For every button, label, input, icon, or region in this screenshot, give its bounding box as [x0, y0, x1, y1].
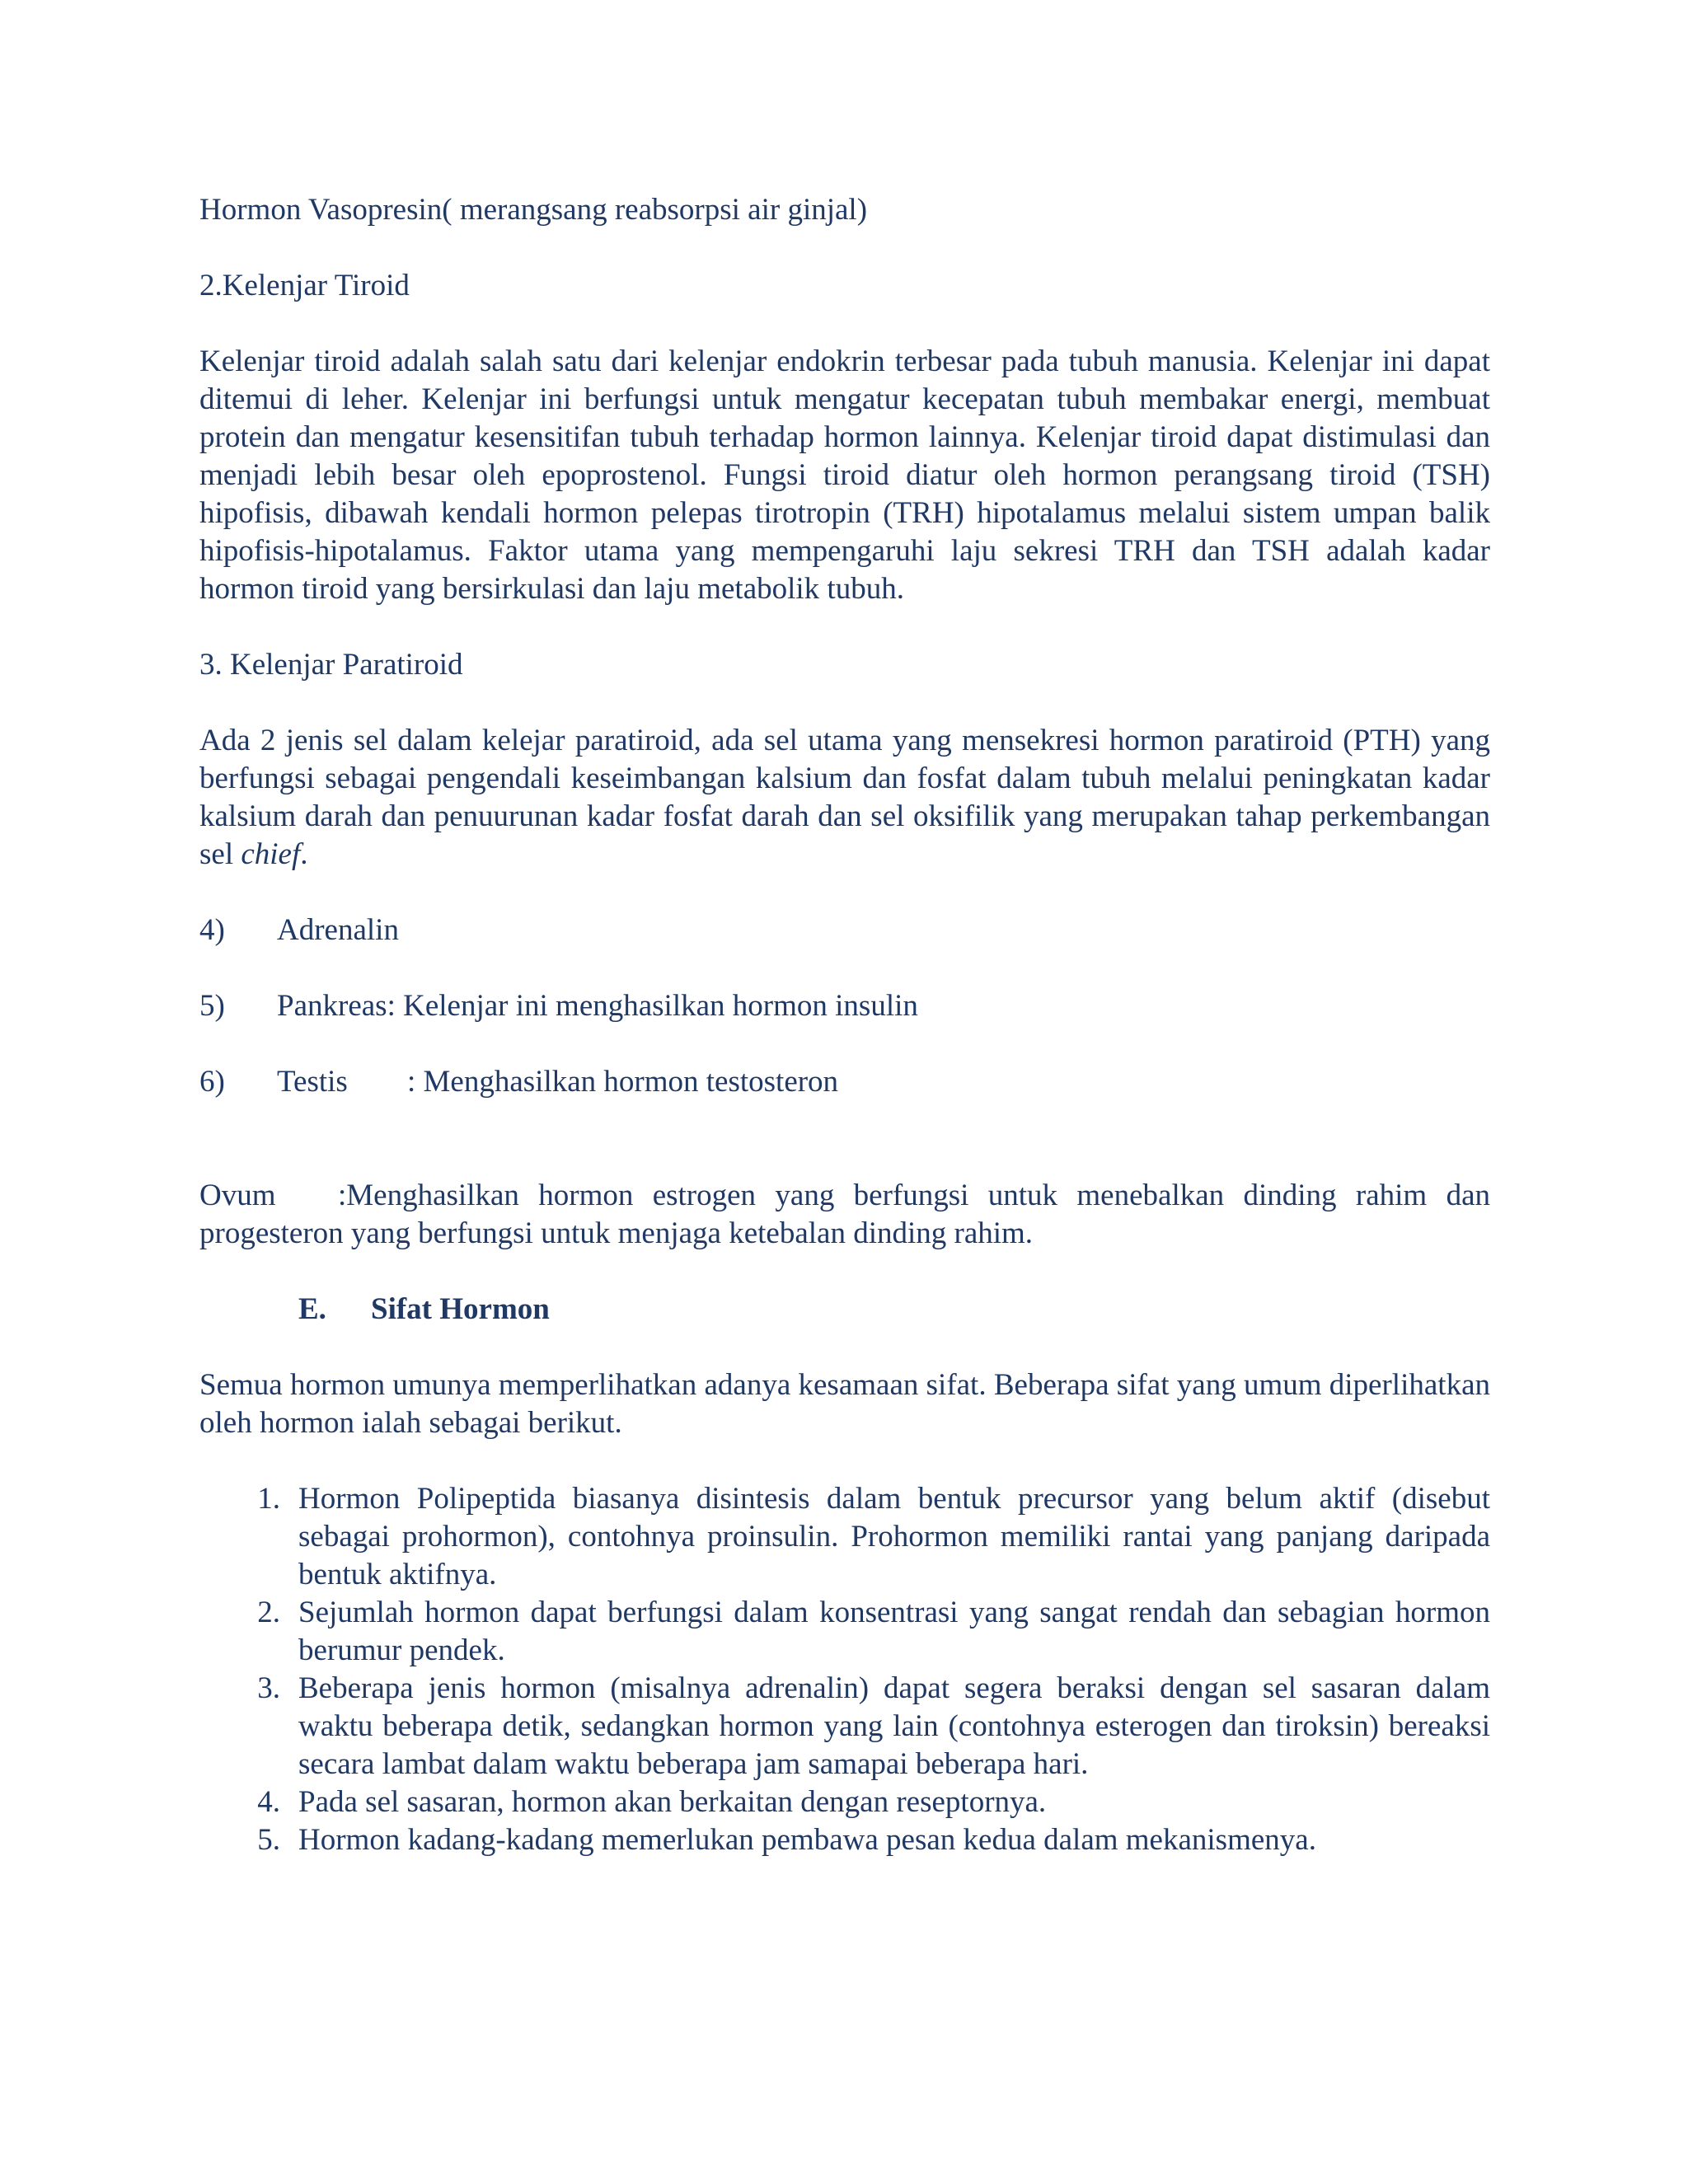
gland-item-number: 6): [199, 1065, 225, 1099]
list-item-number: 2.: [257, 1596, 280, 1629]
section-3-body-text: Ada 2 jenis sel dalam kelejar paratiroid, ada sel utama yang mensekresi hormon paratiroid (PTH) yang berfungsi sebagai pengendali keseimbangan kalsium dan fosfat dalam tubuh melalui peningkatan kadar kalsium darah dan penuurunan kadar fosfat darah dan sel oksifilik yang merupakan tahap perkembangan sel: [199, 724, 1490, 871]
gland-item-testis: [199, 1063, 1490, 1101]
list-item: [199, 1480, 1490, 1594]
list-item-text: Sejumlah hormon dapat berfungsi dalam konsentrasi yang sangat rendah dan sebagian hormon berumur pendek.: [298, 1596, 1490, 1667]
list-item: [199, 1783, 1490, 1821]
list-item-number: 4.: [257, 1785, 280, 1819]
section-3-body-end: .: [300, 837, 308, 871]
list-item: [199, 1670, 1490, 1783]
list-item-number: 3.: [257, 1671, 280, 1705]
ovum-label: Ovum: [199, 1179, 276, 1212]
list-item-text: Beberapa jenis hormon (misalnya adrenalin) dapat segera beraksi dengan sel sasaran dalam waktu beberapa detik, sedangkan hormon yang lain (contohnya esterogen dan tiroksin) bereaksi secara lambat dalam waktu beberapa jam samapai beberapa hari.: [298, 1671, 1490, 1781]
gland-item-label: Pankreas: [277, 989, 387, 1023]
gland-item-label: Adrenalin: [277, 913, 399, 947]
section-2-body: Kelenjar tiroid adalah salah satu dari kelenjar endokrin terbesar pada tubuh manusia. Kelenjar ini dapat ditemui di leher. Kelenjar ini berfungsi untuk mengatur kecepatan tubuh membakar energi, membuat protein dan mengatur kesensitifan tubuh terhadap hormon lainnya. Kelenjar tiroid dapat distimulasi dan menjadi lebih besar oleh epoprostenol. Fungsi tiroid diatur oleh hormon perangsang tiroid (TSH) hipofisis, dibawah kendali hormon pelepas tirotropin (TRH) hipotalamus melalui sistem umpan balik hipofisis-hipotalamus. Faktor utama yang mempengaruhi laju sekresi TRH dan TSH adalah kadar hormon tiroid yang bersirkulasi dan laju metabolik tubuh.: [199, 344, 1490, 606]
section-3-title: 3. Kelenjar Paratiroid: [199, 648, 463, 682]
list-item: [199, 1821, 1490, 1859]
gland-item-number: 5): [199, 989, 225, 1023]
list-item: [199, 1594, 1490, 1670]
section-e-heading: [199, 1291, 1490, 1329]
gland-item-label: Testis: [277, 1065, 348, 1099]
list-item-text: Hormon Polipeptida biasanya disintesis dalam bentuk precursor yang belum aktif (disebut sebagai prohormon), contohnya proinsulin. Prohormon memiliki rantai yang panjang daripada bentuk aktifnya.: [298, 1482, 1490, 1591]
list-item-number: 1.: [257, 1482, 280, 1516]
ovum-text: :Menghasilkan hormon estrogen yang berfungsi untuk menebalkan dinding rahim dan progesteron yang berfungsi untuk menjaga ketebalan dinding rahim.: [199, 1179, 1490, 1250]
list-item-text: Pada sel sasaran, hormon akan berkaitan dengan reseptornya.: [298, 1785, 1047, 1819]
hormone-properties-list: [199, 1480, 1490, 1859]
list-item-number: 5.: [257, 1823, 280, 1857]
gland-item-adrenalin: [199, 912, 1490, 949]
ovum-paragraph: [199, 1177, 1490, 1253]
document-page: [199, 191, 1490, 1859]
list-item-text: Hormon kadang-kadang memerlukan pembawa pesan kedua dalam mekanismenya.: [298, 1823, 1316, 1857]
section-e-letter: E.: [298, 1292, 326, 1326]
gland-item-number: 4): [199, 913, 225, 947]
section-e-title: Sifat Hormon: [371, 1292, 550, 1326]
intro-line: Hormon Vasopresin( merangsang reabsorpsi air ginjal): [199, 193, 868, 227]
section-e-intro: Semua hormon umunya memperlihatkan adanya kesamaan sifat. Beberapa sifat yang umum diperlihatkan oleh hormon ialah sebagai berikut.: [199, 1368, 1490, 1440]
gland-item-description: : Kelenjar ini menghasilkan hormon insulin: [387, 989, 918, 1023]
section-3-body: [199, 722, 1490, 874]
section-2-title: 2.Kelenjar Tiroid: [199, 269, 410, 302]
gland-item-description: : Menghasilkan hormon testosteron: [407, 1065, 839, 1099]
gland-item-pankreas: [199, 987, 1490, 1025]
section-3-body-italic: chief: [241, 837, 301, 871]
